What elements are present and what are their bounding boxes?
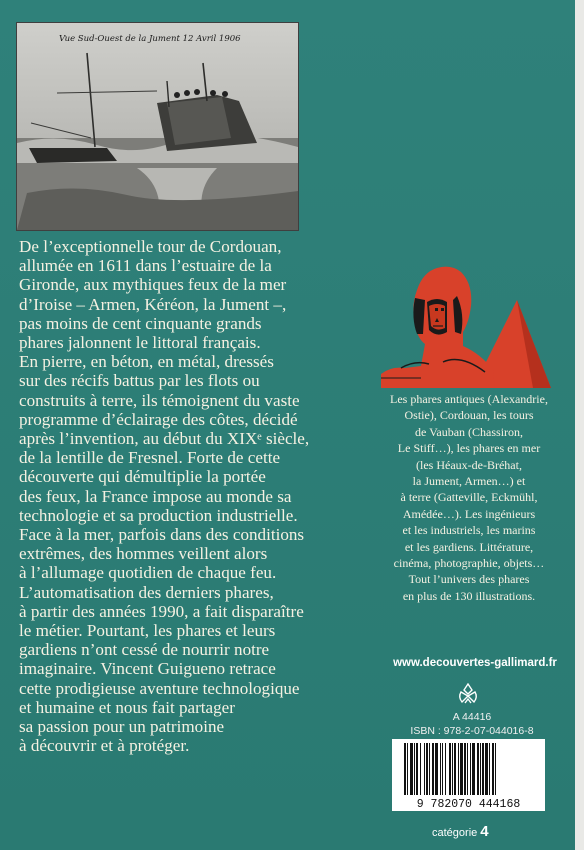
barcode-bar [454,743,456,795]
barcode-digits: 9 782070 444168 [416,798,521,811]
barcode-bar [445,743,446,795]
lighthouse-photo [16,22,299,231]
blurb-line: après l’invention, au début du XIXᵉ siècle, [19,429,310,449]
barcode-bar [458,743,459,795]
barcode-bar [410,743,413,795]
blurb-line: technologie et sa production industrielle. [19,505,298,525]
blurb-line: allumée en 1611 dans l’estuaire de la [19,256,272,276]
reference-code: A 44416 [452,711,492,723]
blurb-line: des feux, la France impose au monde sa [19,486,292,506]
sphinx-logo [381,262,551,388]
barcode-bar [420,743,421,795]
barcode-bar [426,743,428,795]
sphinx-pyramid-icon [381,262,551,388]
barcode-bar [472,743,475,795]
barcode-bar [470,743,471,795]
barcode-bar [482,743,484,795]
blurb-line: gardiens n’ont cessé de nourrir notre [19,640,270,660]
blurb-line: d’Iroise – Armen, Kéréon, la Jument –, [19,294,287,314]
barcode-bar [414,743,415,795]
blurb-line: Gironde, aux mythiques feux de la mer [19,275,287,295]
summary-line: et les industriels, les marins [402,523,536,538]
blurb-line: sur des récifs battus par les flots ou [19,371,260,391]
barcode-bar [477,743,479,795]
summary-line: (les Héaux-de-Bréhat, [416,457,522,472]
barcode-bar [460,743,463,795]
category-text: catégorie [432,827,478,839]
blurb-line: pas moins de cent cinquante grands [19,313,262,333]
product-codes [392,711,552,738]
category-label [432,823,489,840]
blurb-line: le métier. Pourtant, les phares et leurs [19,621,276,641]
blurb-line: construits à terre, ils témoignent du vaste [19,390,300,410]
barcode-bar [432,743,434,795]
barcode-bar [467,743,468,795]
barcode-bar [435,743,438,795]
blurb-line: cette prodigieuse aventure technologique [19,678,300,698]
blurb-line: imaginaire. Vincent Guigueno retrace [19,659,276,679]
blurb-line: L’automatisation des derniers phares, [19,582,274,602]
barcode-bar [404,743,406,795]
barcode-bar [407,743,408,795]
blurb-line: découverte qui démultiplie la portée [19,467,266,487]
spine-edge [575,0,584,850]
barcode-bar [492,743,494,795]
summary-line: la Jument, Armen…) et [412,474,526,489]
contents-summary [372,391,566,604]
blurb-line: à partir des années 1990, a fait disparaître [19,601,304,621]
barcode-bar [424,743,425,795]
category-number: 4 [480,823,489,840]
blurb-line: Face à la mer, parfois dans des conditions [19,525,305,545]
barcode-bar [416,743,418,795]
summary-line: Amédée…). Les ingénieurs [402,506,536,521]
blurb-line: De l’exceptionnelle tour de Cordouan, [19,237,282,256]
gallimard-logo [456,683,480,705]
barcode-bar [485,743,488,795]
blurb-line: et humaine et nous fait partager [19,697,235,717]
barcode [392,739,545,811]
barcode-bar [464,743,466,795]
blurb-line: sa passion pour un patrimoine [19,717,225,737]
isbn: ISBN : 978-2-07-044016-8 [410,724,534,737]
back-cover-blurb [19,237,349,755]
blurb-line: de la lentille de Fresnel. Forte de cette [19,448,281,468]
barcode-bar [489,743,490,795]
website-url: www.decouvertes-gallimard.fr [393,657,557,669]
barcode-bar [449,743,451,795]
summary-line: Le Stiff…), les phares en mer [397,441,541,456]
summary-line: cinéma, photographie, objets… [393,556,545,571]
blurb-line: à découvrir et à protéger. [19,736,190,756]
blurb-line: programme d’éclairage des côtes, décidé [19,409,298,429]
summary-line: en plus de 130 illustrations. [402,588,536,603]
blurb-line: phares jalonnent le littoral français. [19,333,261,353]
blurb-line: extrêmes, des hommes veillent alors [19,544,268,564]
barcode-bar [452,743,453,795]
publisher-emblem-icon [456,683,480,705]
barcode-bar [495,743,496,795]
summary-line: Ostie), Cordouan, les tours [404,408,534,423]
summary-line: Tout l’univers des phares [408,572,530,587]
blurb-paragraph [19,237,349,755]
photo-caption: Vue Sud-Ouest de la Jument 12 Avril 1906 [59,34,241,44]
barcode-bar [442,743,443,795]
barcode-bar [440,743,441,795]
barcode-graphic [392,739,545,811]
barcode-bar [429,743,430,795]
blurb-line: En pierre, en béton, en métal, dressés [19,352,274,372]
summary-line: à terre (Gatteville, Eckmühl, [400,490,538,505]
blurb-line: à l’allumage quotidien de chaque feu. [19,563,277,583]
summary-line: et les gardiens. Littérature, [404,539,534,554]
summary-line: Les phares antiques (Alexandrie, [390,392,548,406]
summary-line: de Vauban (Chassiron, [414,424,524,439]
lighthouse-construction-image [17,23,298,230]
barcode-bar [480,743,481,795]
